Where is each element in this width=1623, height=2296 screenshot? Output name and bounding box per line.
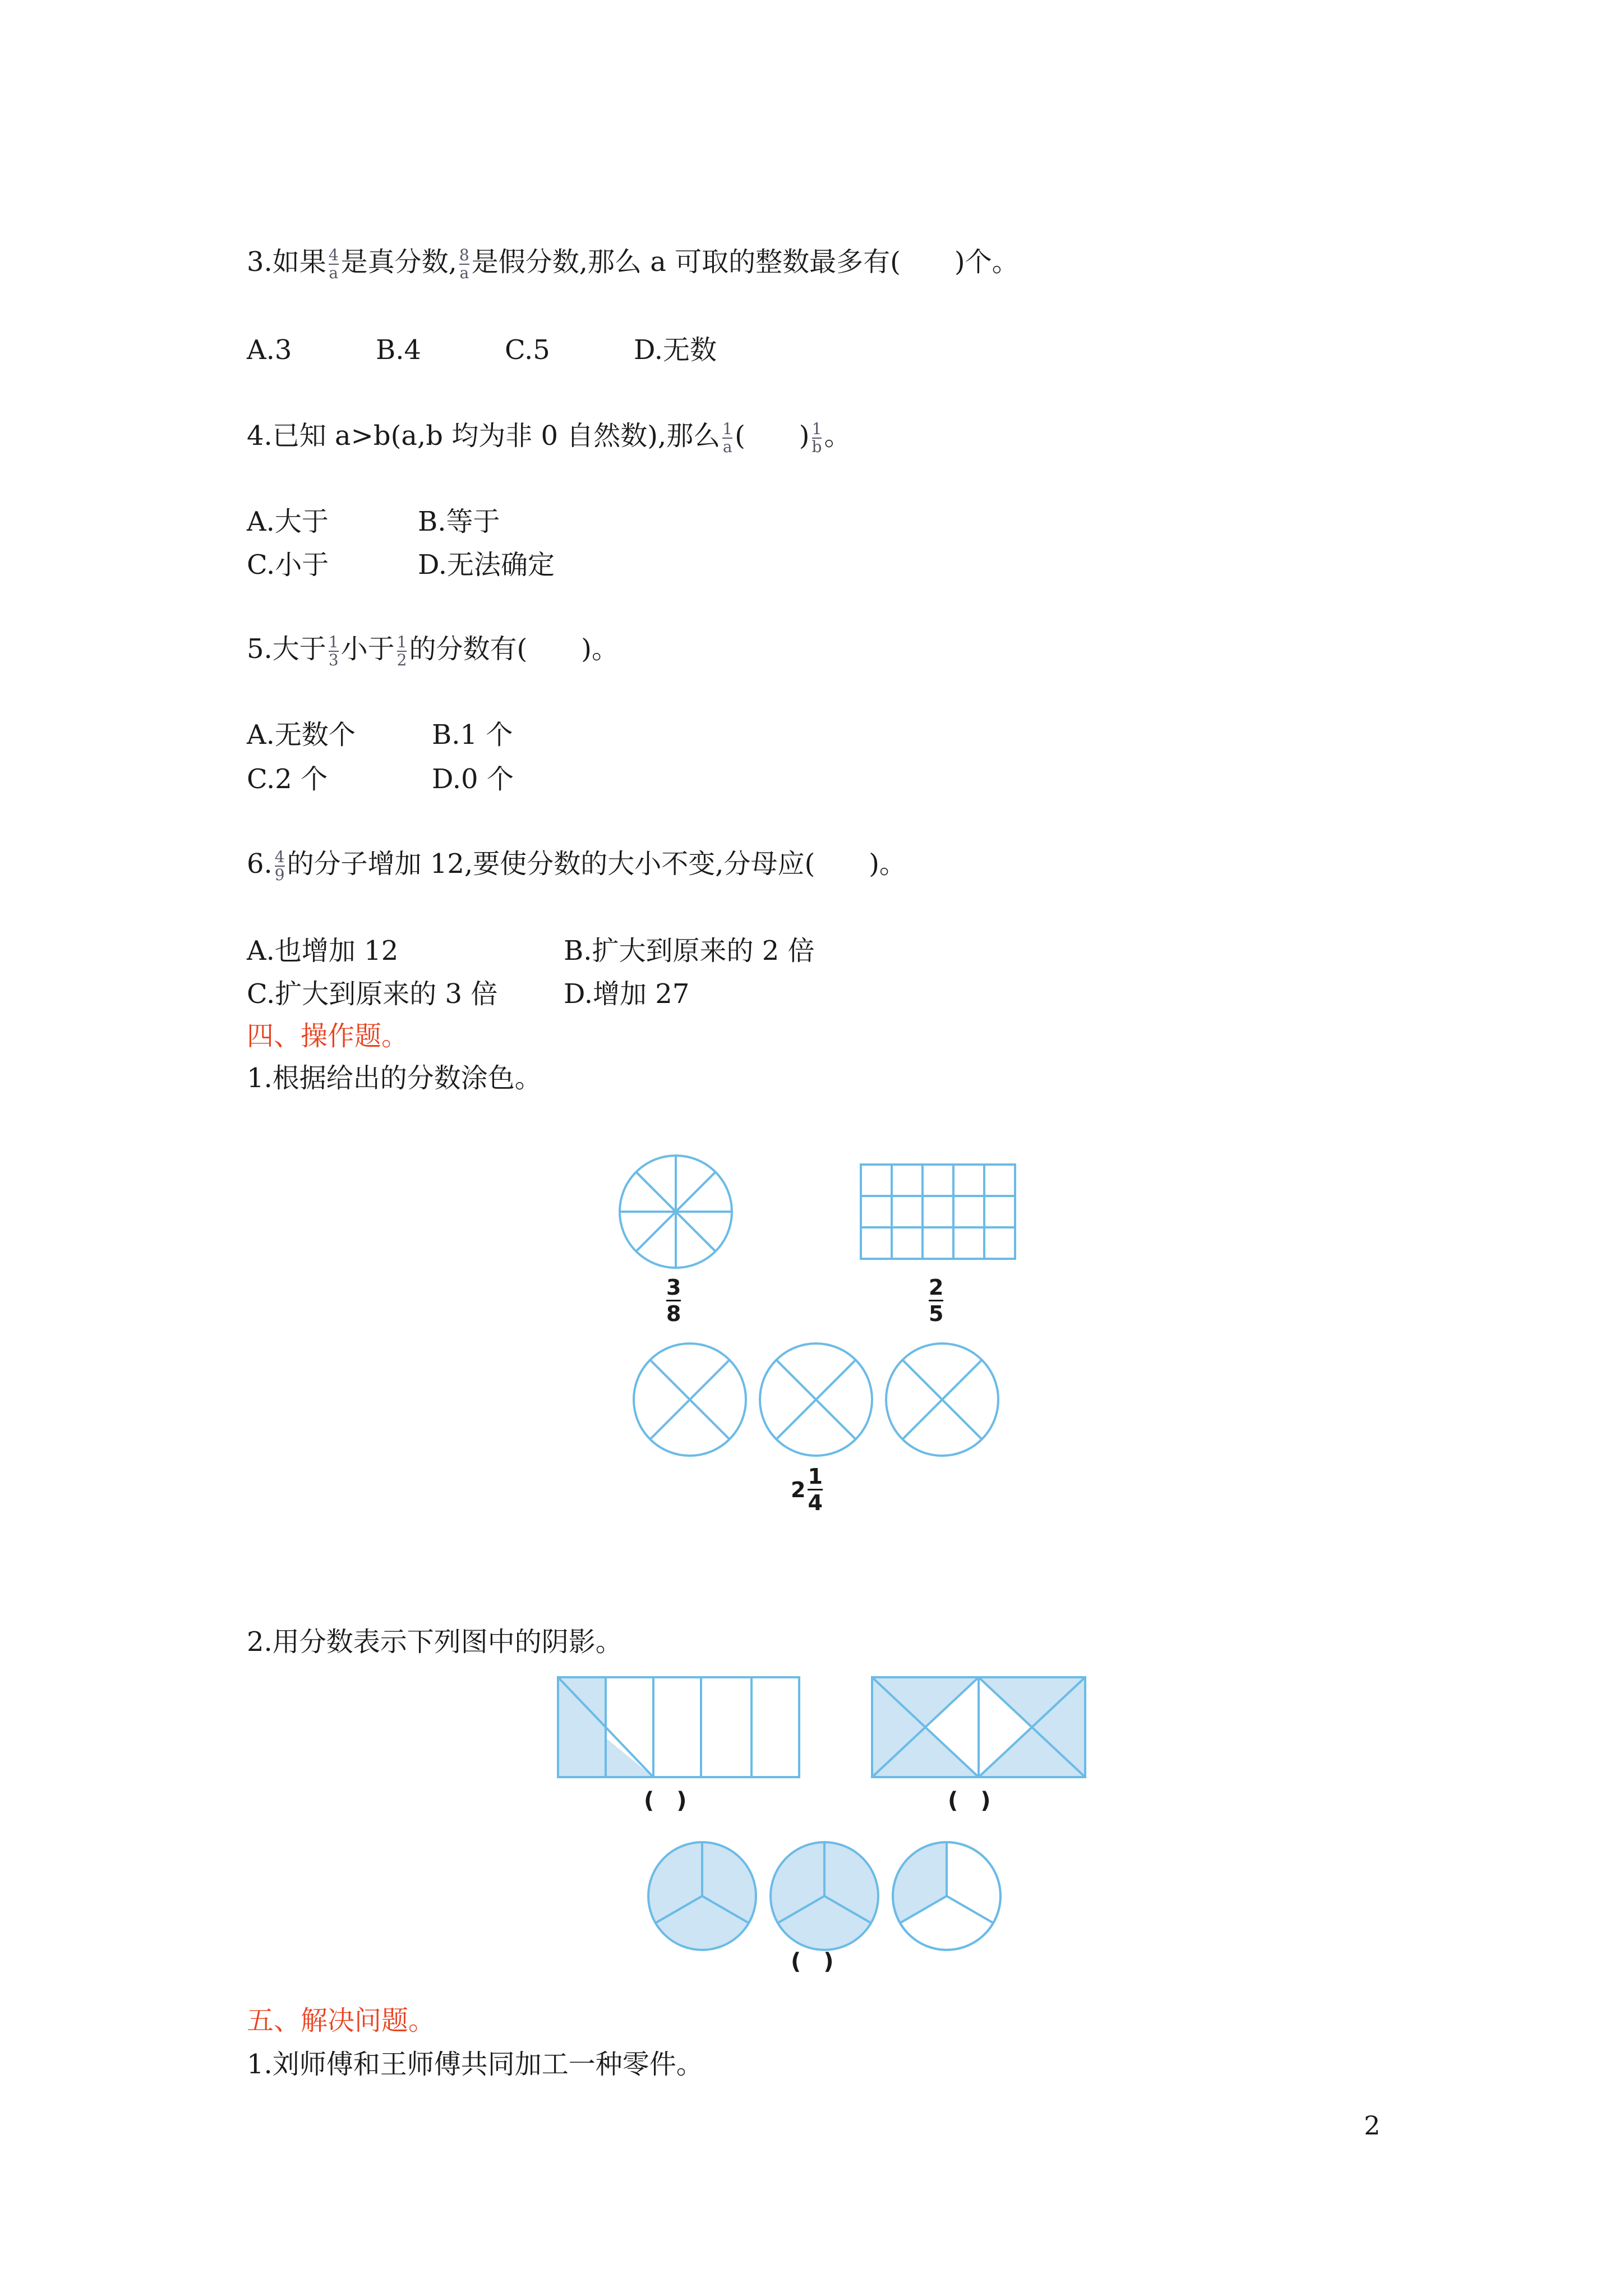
fraction-1-over-3: $\frac{1}{3}$ bbox=[328, 632, 339, 669]
section-4-question-1: 1.根据给出的分数涂色。 bbox=[247, 1062, 542, 1094]
label-two-and-one-quarter: 2 1 4 bbox=[791, 1464, 823, 1515]
q5-option-b: B.1 个 bbox=[432, 719, 513, 751]
fraction-1-over-a: $\frac{1}{a}$ bbox=[722, 419, 733, 456]
question-6: 6. $\frac{4}{9}$ 的分子增加 12,要使分数的大小不变,分母应( )。 bbox=[247, 847, 906, 884]
q6-option-a: A.也增加 12 bbox=[247, 935, 399, 967]
q5-option-a: A.无数个 bbox=[247, 719, 356, 751]
question-4: 4.已知 a>b(a,b 均为非 0 自然数),那么 $\frac{1}{a}$ ( ) $\frac{1}{b}$ 。 bbox=[247, 419, 851, 456]
quarter-circle-1 bbox=[634, 1343, 746, 1456]
question-3: 3.如果 $\frac{4}{a}$ 是真分数, $\frac{8}{a}$ 是假分数,那么 a 可取的整数最多有( )个。 bbox=[247, 245, 1019, 282]
q6-option-b: B.扩大到原来的 2 倍 bbox=[564, 935, 815, 967]
page-number: 2 bbox=[1364, 2110, 1381, 2141]
q4-option-a: A.大于 bbox=[247, 506, 329, 537]
q5-option-c: C.2 个 bbox=[247, 763, 328, 795]
question-5: 5.大于 $\frac{1}{3}$ 小于 $\frac{1}{2}$ 的分数有( )。 bbox=[247, 632, 619, 669]
answer-paren-circles: ( ) bbox=[791, 1949, 834, 1975]
shaded-rectangle-strips bbox=[558, 1677, 799, 1777]
label-three-eighths: 3 8 bbox=[666, 1275, 681, 1326]
q6-option-d: D.增加 27 bbox=[564, 978, 690, 1010]
q3-option-b: B.4 bbox=[376, 334, 422, 366]
fraction-1-over-2: $\frac{1}{2}$ bbox=[396, 632, 407, 669]
q4-option-d: D.无法确定 bbox=[418, 549, 555, 581]
section-5-heading: 五、解决问题。 bbox=[247, 2005, 436, 2036]
q3-option-a: A.3 bbox=[247, 334, 292, 366]
quarter-circle-3 bbox=[886, 1343, 998, 1456]
quarter-circle-2 bbox=[760, 1343, 872, 1456]
shaded-thirds-circle-3 bbox=[893, 1842, 1000, 1950]
answer-paren-triangles: ( ) bbox=[948, 1788, 991, 1814]
fifteen-cell-grid bbox=[861, 1165, 1015, 1259]
answer-paren-strips: ( ) bbox=[644, 1788, 687, 1814]
shaded-rectangle-triangles bbox=[872, 1677, 1085, 1777]
eighths-circle bbox=[620, 1156, 732, 1268]
q4-option-c: C.小于 bbox=[247, 549, 329, 581]
section-4-question-2: 2.用分数表示下列图中的阴影。 bbox=[247, 1626, 623, 1658]
section-4-heading: 四、操作题。 bbox=[247, 1020, 409, 1052]
fraction-8-over-a: $\frac{8}{a}$ bbox=[459, 245, 469, 282]
q5-option-d: D.0 个 bbox=[432, 763, 514, 795]
fraction-4-over-9: $\frac{4}{9}$ bbox=[274, 847, 285, 884]
section-5-question-1: 1.刘师傅和王师傅共同加工一种零件。 bbox=[247, 2049, 703, 2080]
q3-option-c: C.5 bbox=[505, 334, 550, 366]
q4-option-b: B.等于 bbox=[418, 506, 500, 537]
shaded-thirds-circle-2 bbox=[771, 1842, 878, 1950]
q3-option-d: D.无数 bbox=[634, 334, 717, 366]
label-two-fifths: 2 5 bbox=[929, 1275, 944, 1326]
fraction-1-over-b: $\frac{1}{b}$ bbox=[811, 419, 822, 456]
shaded-thirds-circle-1 bbox=[648, 1842, 756, 1950]
fraction-4-over-a: $\frac{4}{a}$ bbox=[328, 245, 339, 282]
q6-option-c: C.扩大到原来的 3 倍 bbox=[247, 978, 498, 1010]
